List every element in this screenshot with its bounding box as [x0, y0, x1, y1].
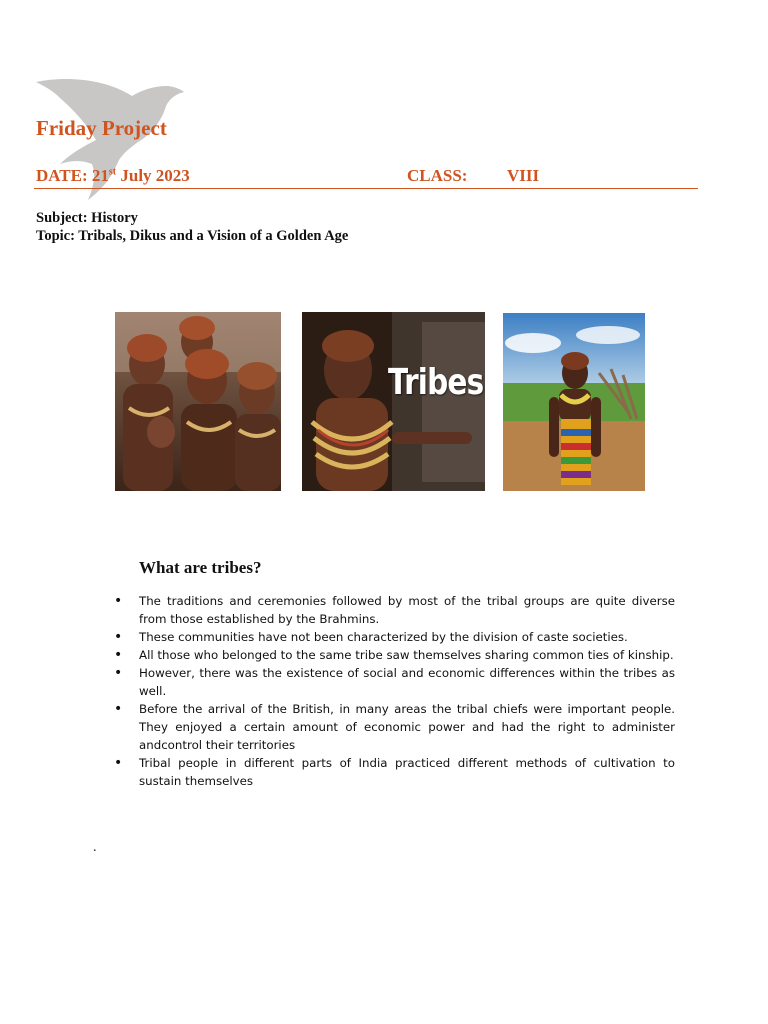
date-text: DATE: 21st July 2023 — [36, 166, 190, 185]
bullet-icon: • — [114, 755, 123, 771]
bullet-icon: • — [114, 647, 123, 663]
subject-line: Subject: History — [36, 210, 138, 226]
topic-line: Topic: Tribals, Dikus and a Vision of a Golden Age — [36, 228, 349, 244]
class-label: CLASS: — [407, 166, 468, 185]
list-item: • Before the arrival of the British, in many areas the tribal chiefs were important people. They enjoyed a certain amount of economic power and had the right to administer andcontrol their territories — [114, 701, 675, 752]
list-item: • Tribal people in different parts of India practiced different methods of cultivation to sustain themselves — [114, 755, 675, 788]
tribal-women-photo — [115, 312, 281, 491]
date-class-row — [34, 166, 698, 189]
tribes-caption: Tribes — [388, 362, 484, 403]
class-value: VIII — [507, 166, 540, 185]
list-item: • However, there was the existence of social and economic differences within the tribes as well. — [114, 665, 675, 698]
bullet-icon: • — [114, 701, 123, 717]
list-item: • All those who belonged to the same tribe saw themselves sharing common ties of kinship. — [114, 647, 674, 663]
list-item: • These communities have not been characterized by the division of caste societies. — [114, 629, 628, 645]
stray-mark: . — [93, 840, 97, 855]
page-title: Friday Project — [36, 116, 167, 140]
bullet-icon: • — [114, 665, 123, 681]
bullet-icon: • — [114, 629, 123, 645]
section-heading: What are tribes? — [139, 558, 262, 577]
bullet-icon: • — [114, 593, 123, 609]
tribal-woman-landscape-photo — [503, 313, 645, 491]
bullet-list — [114, 592, 675, 790]
list-item: • The traditions and ceremonies followed by most of the tribal groups are quite diverse from those established by the Brahmins. — [114, 593, 675, 626]
